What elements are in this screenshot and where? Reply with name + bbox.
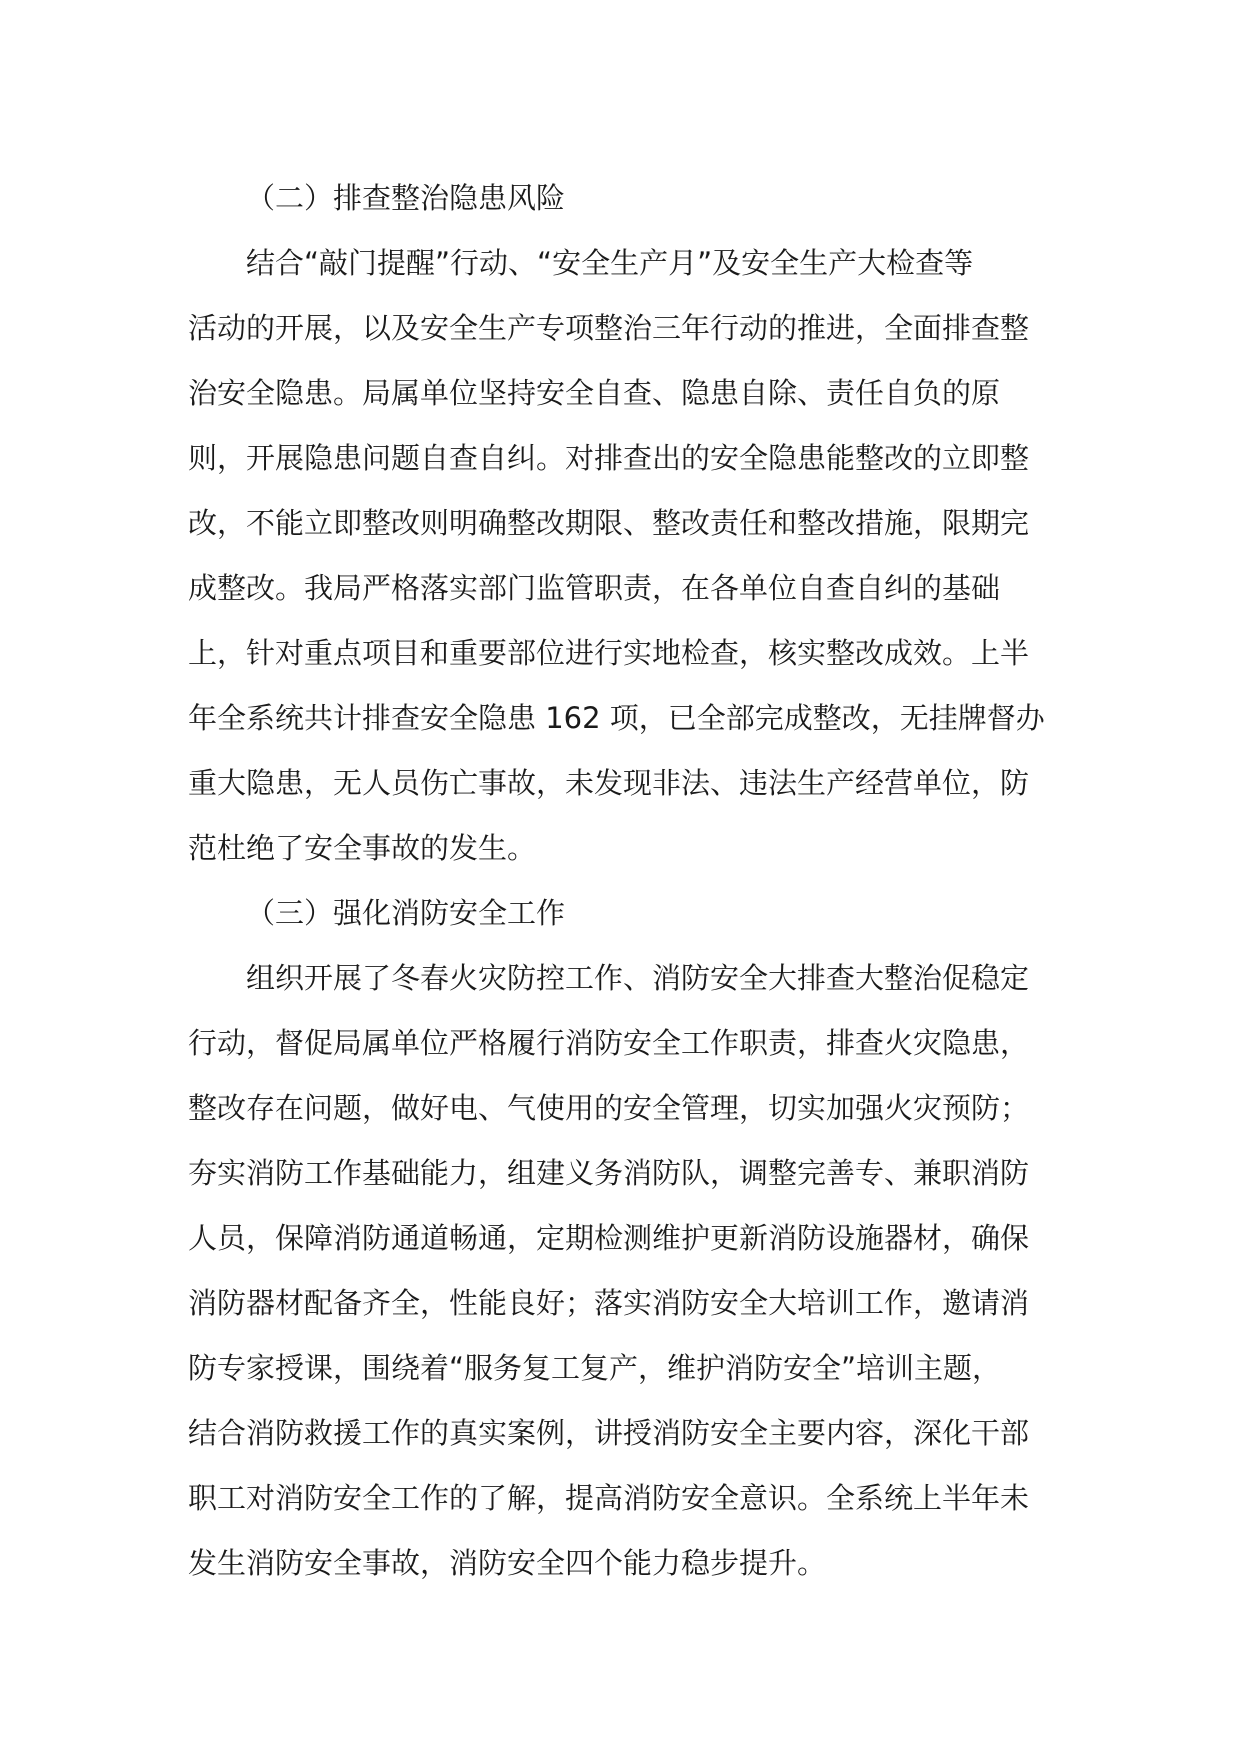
section-2-paragraph-line: 活动的开展，以及安全生产专项整治三年行动的推进，全面排查整 [188, 311, 1030, 345]
section-3-paragraph-line: 整改存在问题，做好电、气使用的安全管理，切实加强火灾预防； [188, 1091, 1030, 1125]
section-2-heading: （二）排查整治隐患风险 [246, 181, 566, 215]
section-2-paragraph-line: 年全系统共计排查安全隐患 162 项，已全部完成整改，无挂牌督办 [188, 701, 1045, 735]
section-3-paragraph-line: 消防器材配备齐全，性能良好；落实消防安全大培训工作，邀请消 [188, 1286, 1030, 1320]
section-3-paragraph-line: 发生消防安全事故，消防安全四个能力稳步提升。 [188, 1546, 827, 1580]
section-2-paragraph-line: 结合“敲门提醒”行动、“安全生产月”及安全生产大检查等 [246, 246, 974, 280]
section-2-paragraph-line: 则，开展隐患问题自查自纠。对排查出的安全隐患能整改的立即整 [188, 441, 1030, 475]
section-3-heading: （三）强化消防安全工作 [246, 896, 566, 930]
section-2-paragraph-line: 成整改。我局严格落实部门监管职责，在各单位自查自纠的基础 [188, 571, 1001, 605]
section-3-paragraph-line: 组织开展了冬春火灾防控工作、消防安全大排查大整治促稳定 [246, 961, 1030, 995]
section-2-paragraph-line: 治安全隐患。局属单位坚持安全自查、隐患自除、责任自负的原 [188, 376, 1001, 410]
section-3-paragraph-line: 夯实消防工作基础能力，组建义务消防队，调整完善专、兼职消防 [188, 1156, 1030, 1190]
section-3-paragraph-line: 防专家授课，围绕着“服务复工复产，维护消防安全”培训主题， [188, 1351, 1002, 1385]
section-2-paragraph-line: 上，针对重点项目和重要部位进行实地检查，核实整改成效。上半 [188, 636, 1030, 670]
document-page [188, 166, 1058, 1596]
section-3-paragraph-line: 人员，保障消防通道畅通，定期检测维护更新消防设施器材，确保 [188, 1221, 1030, 1255]
section-2-paragraph-line: 范杜绝了安全事故的发生。 [188, 831, 537, 865]
section-3-paragraph-line: 职工对消防安全工作的了解，提高消防安全意识。全系统上半年未 [188, 1481, 1030, 1515]
section-3-paragraph-line: 行动，督促局属单位严格履行消防安全工作职责，排查火灾隐患， [188, 1026, 1030, 1060]
section-2-paragraph-line: 改，不能立即整改则明确整改期限、整改责任和整改措施，限期完 [188, 506, 1030, 540]
section-3-paragraph-line: 结合消防救援工作的真实案例，讲授消防安全主要内容，深化干部 [188, 1416, 1030, 1450]
section-2-paragraph-line: 重大隐患，无人员伤亡事故，未发现非法、违法生产经营单位，防 [188, 766, 1030, 800]
